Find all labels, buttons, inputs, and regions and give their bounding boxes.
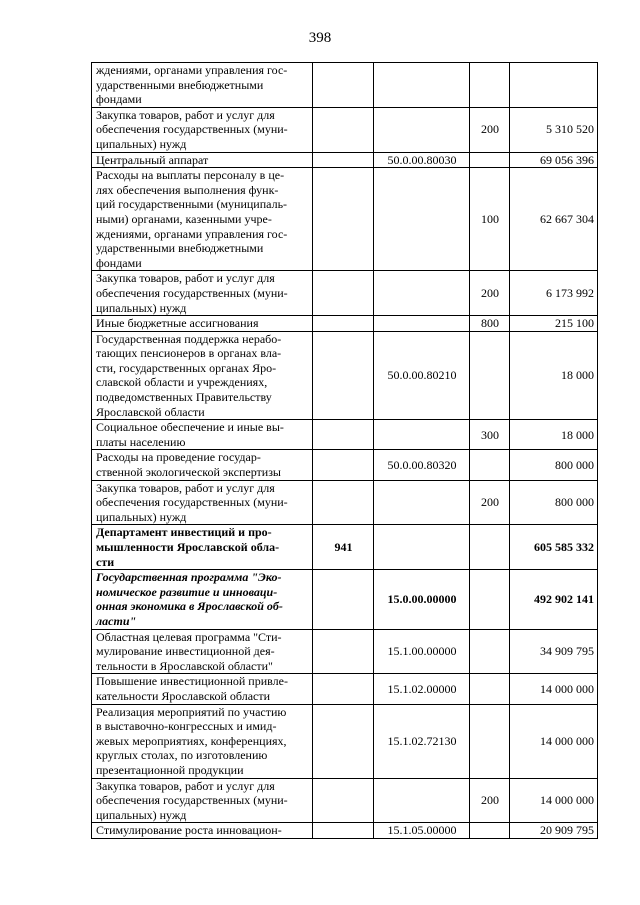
table-row (92, 778, 598, 823)
row-sum-cell: 14 000 000 (510, 778, 598, 823)
row-sum-cell (510, 63, 598, 108)
row-dept-cell (313, 480, 374, 525)
budget-table-body (92, 63, 598, 839)
row-name-line: ударственными внебюджетными (96, 241, 264, 256)
row-type-cell: 100 (470, 168, 510, 271)
row-type-cell (470, 331, 510, 420)
row-name-line: Социальное обеспечение и иные вы- (96, 420, 284, 435)
row-dept-cell (313, 168, 374, 271)
row-name-line: ций государственными (муниципаль- (96, 197, 288, 212)
row-sum-cell: 215 100 (510, 316, 598, 332)
row-name-cell (92, 629, 313, 674)
row-name-line: Стимулирование роста инновацион- (96, 823, 282, 838)
row-sum-cell: 18 000 (510, 420, 598, 450)
table-row (92, 168, 598, 271)
row-type-cell: 200 (470, 107, 510, 152)
row-code-cell (374, 480, 470, 525)
table-row (92, 107, 598, 152)
row-name-line: тающих пенсионеров в органах вла- (96, 346, 282, 361)
row-dept-cell (313, 778, 374, 823)
row-name-cell (92, 107, 313, 152)
row-name-cell (92, 152, 313, 168)
row-name-line: Областная целевая программа "Сти- (96, 629, 282, 644)
row-name-line: ными) органами, казенными учре- (96, 211, 272, 226)
row-sum-cell: 14 000 000 (510, 674, 598, 704)
row-name-line: ственной экологической экспертизы (96, 465, 281, 480)
row-dept-cell (313, 331, 374, 420)
row-name-cell (92, 674, 313, 704)
row-name-line: Государственная поддержка нерабо- (96, 331, 282, 346)
row-name-line: сти, государственных органах Яро- (96, 360, 277, 375)
row-dept-cell (313, 629, 374, 674)
row-sum-cell: 62 667 304 (510, 168, 598, 271)
row-name-cell (92, 271, 313, 316)
row-sum-cell: 18 000 (510, 331, 598, 420)
row-code-cell (374, 63, 470, 108)
row-code-cell (374, 107, 470, 152)
row-type-cell (470, 704, 510, 778)
row-type-cell (470, 570, 510, 629)
row-name-line: ласти" (96, 613, 137, 628)
table-row (92, 480, 598, 525)
row-name-line: презентационной продукции (96, 762, 244, 777)
row-name-line: жевых мероприятиях, конференциях, (96, 733, 287, 748)
row-name-line: обеспечения государственных (муни- (96, 285, 288, 300)
table-row (92, 629, 598, 674)
row-sum-cell: 800 000 (510, 480, 598, 525)
row-type-cell (470, 152, 510, 168)
row-name-line: Иные бюджетные ассигнования (96, 316, 259, 331)
table-row (92, 823, 598, 839)
row-type-cell: 200 (470, 271, 510, 316)
table-row (92, 331, 598, 420)
table-row (92, 674, 598, 704)
row-name-line: Департамент инвестиций и про- (96, 525, 272, 540)
row-dept-cell (313, 674, 374, 704)
row-code-cell: 15.1.02.72130 (374, 704, 470, 778)
table-row (92, 525, 598, 570)
row-name-line: славской области и учреждениях, (96, 375, 268, 390)
row-name-line: ждениями, органами управления гос- (96, 226, 288, 241)
row-code-cell: 15.0.00.00000 (374, 570, 470, 629)
row-sum-cell: 34 909 795 (510, 629, 598, 674)
row-name-line: ципальных) нужд (96, 807, 187, 822)
row-code-cell (374, 271, 470, 316)
row-dept-cell (313, 316, 374, 332)
row-dept-cell (313, 107, 374, 152)
row-type-cell (470, 450, 510, 480)
table-row (92, 271, 598, 316)
row-name-line: обеспечения государственных (муни- (96, 495, 288, 510)
row-type-cell (470, 525, 510, 570)
row-type-cell (470, 63, 510, 108)
row-sum-cell: 20 909 795 (510, 823, 598, 839)
row-type-cell (470, 674, 510, 704)
row-sum-cell: 69 056 396 (510, 152, 598, 168)
row-dept-cell (313, 570, 374, 629)
table-row (92, 152, 598, 168)
row-name-line: обеспечения государственных (муни- (96, 793, 288, 808)
row-name-cell (92, 168, 313, 271)
row-sum-cell: 605 585 332 (510, 525, 598, 570)
row-type-cell: 200 (470, 778, 510, 823)
row-name-line: онная экономика в Ярославской об- (96, 599, 283, 614)
row-name-line: ждениями, органами управления гос- (96, 63, 288, 77)
row-name-line: Закупка товаров, работ и услуг для (96, 271, 275, 286)
table-row (92, 63, 598, 108)
row-code-cell (374, 316, 470, 332)
row-name-line: фондами (96, 92, 142, 107)
row-name-line: Государственная программа "Эко- (96, 570, 282, 585)
row-name-line: ударственными внебюджетными (96, 77, 264, 92)
row-type-cell: 300 (470, 420, 510, 450)
row-dept-cell (313, 63, 374, 108)
table-row (92, 704, 598, 778)
row-dept-cell (313, 420, 374, 450)
row-name-line: лях обеспечения выполнения функ- (96, 182, 279, 197)
row-name-line: в выставочно-конгрессных и имид- (96, 719, 277, 734)
row-dept-cell: 941 (313, 525, 374, 570)
row-code-cell: 50.0.00.80210 (374, 331, 470, 420)
row-type-cell (470, 823, 510, 839)
table-row (92, 316, 598, 332)
row-name-cell (92, 480, 313, 525)
row-name-cell (92, 823, 313, 839)
row-name-cell (92, 420, 313, 450)
row-name-line: Закупка товаров, работ и услуг для (96, 480, 275, 495)
row-name-line: Ярославской области (96, 404, 205, 419)
row-sum-cell: 14 000 000 (510, 704, 598, 778)
row-dept-cell (313, 823, 374, 839)
row-name-line: ципальных) нужд (96, 509, 187, 524)
row-code-cell (374, 420, 470, 450)
row-name-line: тельности в Ярославской области" (96, 658, 273, 673)
row-name-cell (92, 316, 313, 332)
row-name-line: платы населению (96, 434, 186, 449)
row-dept-cell (313, 152, 374, 168)
row-name-line: сти (96, 554, 115, 569)
row-name-line: Центральный аппарат (96, 152, 209, 167)
row-name-line: подведомственных Правительству (96, 390, 272, 405)
row-name-line: Закупка товаров, работ и услуг для (96, 107, 275, 122)
row-code-cell: 50.0.00.80320 (374, 450, 470, 480)
table-row (92, 450, 598, 480)
row-name-cell (92, 704, 313, 778)
row-sum-cell: 5 310 520 (510, 107, 598, 152)
row-sum-cell: 6 173 992 (510, 271, 598, 316)
row-type-cell (470, 629, 510, 674)
table-row (92, 570, 598, 629)
row-sum-cell: 492 902 141 (510, 570, 598, 629)
row-name-cell (92, 63, 313, 108)
row-name-line: Закупка товаров, работ и услуг для (96, 778, 275, 793)
row-code-cell: 15.1.05.00000 (374, 823, 470, 839)
row-name-cell (92, 450, 313, 480)
row-name-line: кательности Ярославской области (96, 688, 271, 703)
row-code-cell: 15.1.00.00000 (374, 629, 470, 674)
row-name-cell (92, 778, 313, 823)
row-name-line: номическое развитие и инноваци- (96, 584, 278, 599)
page-number: 398 (308, 30, 332, 46)
row-name-line: фондами (96, 255, 142, 270)
row-name-line: круглых столах, по изготовлению (96, 748, 268, 763)
row-code-cell (374, 168, 470, 271)
row-name-cell (92, 570, 313, 629)
row-name-line: мышленности Ярославской обла- (96, 540, 280, 554)
row-name-line: ципальных) нужд (96, 136, 187, 151)
row-dept-cell (313, 450, 374, 480)
row-name-line: обеспечения государственных (муни- (96, 122, 288, 137)
table-row (92, 420, 598, 450)
row-code-cell (374, 778, 470, 823)
row-name-line: ципальных) нужд (96, 300, 187, 315)
row-type-cell: 200 (470, 480, 510, 525)
row-name-cell (92, 331, 313, 420)
row-dept-cell (313, 704, 374, 778)
row-name-line: мулирование инвестиционной дея- (96, 644, 275, 659)
budget-table (91, 62, 598, 839)
row-sum-cell: 800 000 (510, 450, 598, 480)
row-code-cell: 15.1.02.00000 (374, 674, 470, 704)
row-name-line: Повышение инвестиционной привле- (96, 674, 288, 689)
row-name-line: Расходы на выплаты персоналу в це- (96, 168, 285, 183)
row-type-cell: 800 (470, 316, 510, 332)
row-name-line: Расходы на проведение государ- (96, 450, 261, 465)
row-code-cell: 50.0.00.80030 (374, 152, 470, 168)
row-name-cell (92, 525, 313, 570)
row-code-cell (374, 525, 470, 570)
row-name-line: Реализация мероприятий по участию (96, 704, 287, 719)
row-dept-cell (313, 271, 374, 316)
